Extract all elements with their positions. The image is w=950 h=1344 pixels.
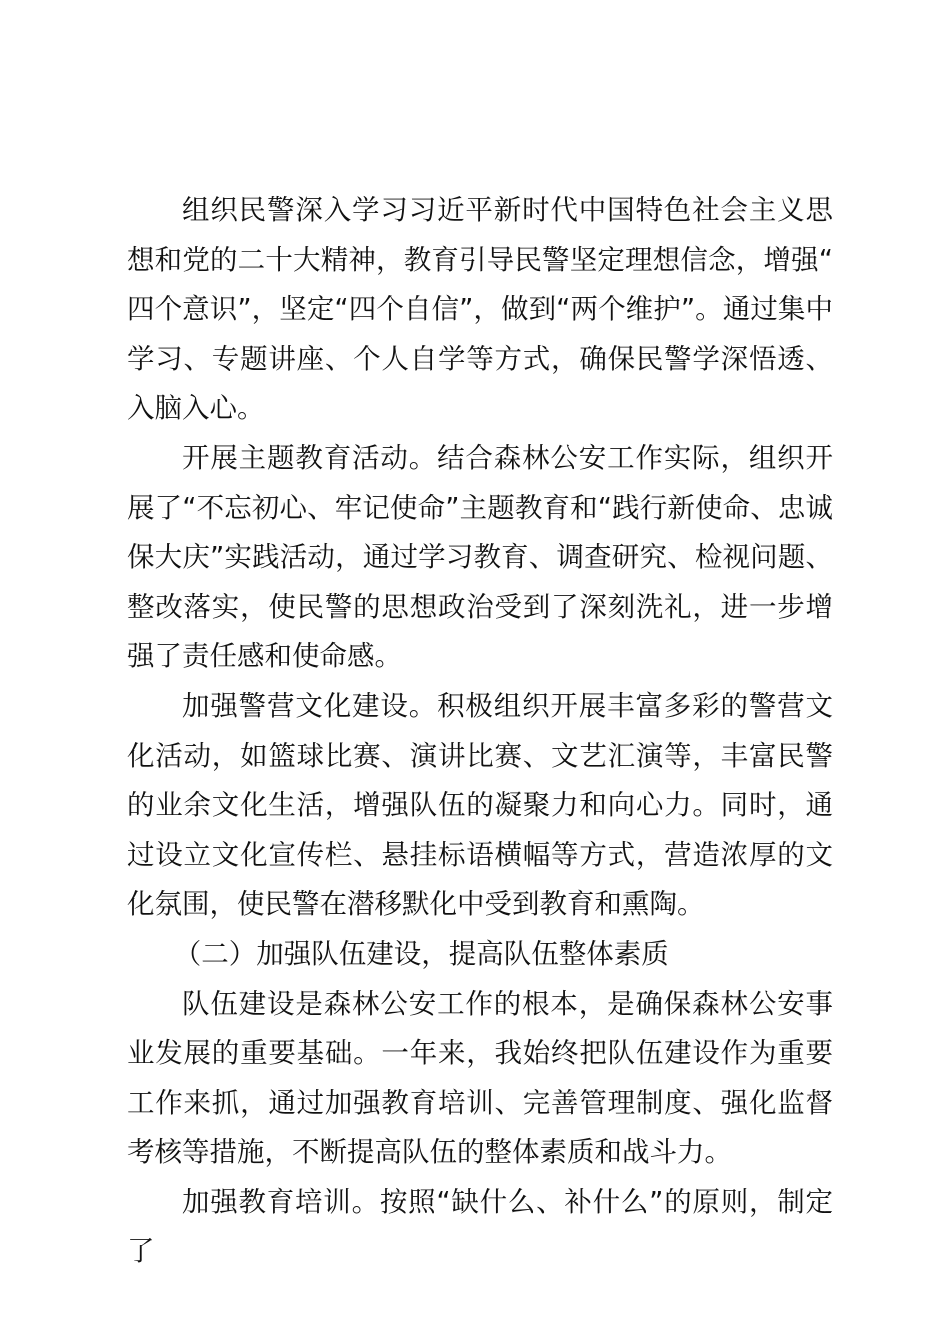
paragraph-education-training: 加强教育培训。按照“缺什么、补什么”的原则，制定了 bbox=[127, 1185, 833, 1268]
paragraph-team-building: 队伍建设是森林公安工作的根本，是确保森林公安事业发展的重要基础。一年来，我始终把队伍建设作为重要工作来抓，通过加强教育培训、完善管理制度、强化监督考核等措施，不断提高队伍的整体素质和战斗力。 bbox=[127, 987, 833, 1169]
document-body bbox=[127, 186, 833, 1277]
paragraph-police-culture: 加强警营文化建设。积极组织开展丰富多彩的警营文化活动，如篮球比赛、演讲比赛、文艺汇演等，丰富民警的业余文化生活，增强队伍的凝聚力和向心力。同时，通过设立文化宣传栏、悬挂标语横幅等方式，营造浓厚的文化氛围，使民警在潜移默化中受到教育和熏陶。 bbox=[127, 689, 833, 921]
paragraph-political-study: 组织民警深入学习习近平新时代中国特色社会主义思想和党的二十大精神，教育引导民警坚定理想信念，增强“四个意识”，坚定“四个自信”，做到“两个维护”。通过集中学习、专题讲座、个人自学等方式，确保民警学深悟透、入脑入心。 bbox=[127, 194, 833, 425]
section-heading: （二）加强队伍建设，提高队伍整体素质 bbox=[173, 937, 669, 970]
paragraph-theme-education: 开展主题教育活动。结合森林公安工作实际，组织开展了“不忘初心、牢记使命”主题教育和“践行新使命、忠诚保大庆”实践活动，通过学习教育、调查研究、检视问题、整改落实，使民警的思想政治受到了深刻洗礼，进一步增强了责任感和使命感。 bbox=[127, 441, 833, 673]
